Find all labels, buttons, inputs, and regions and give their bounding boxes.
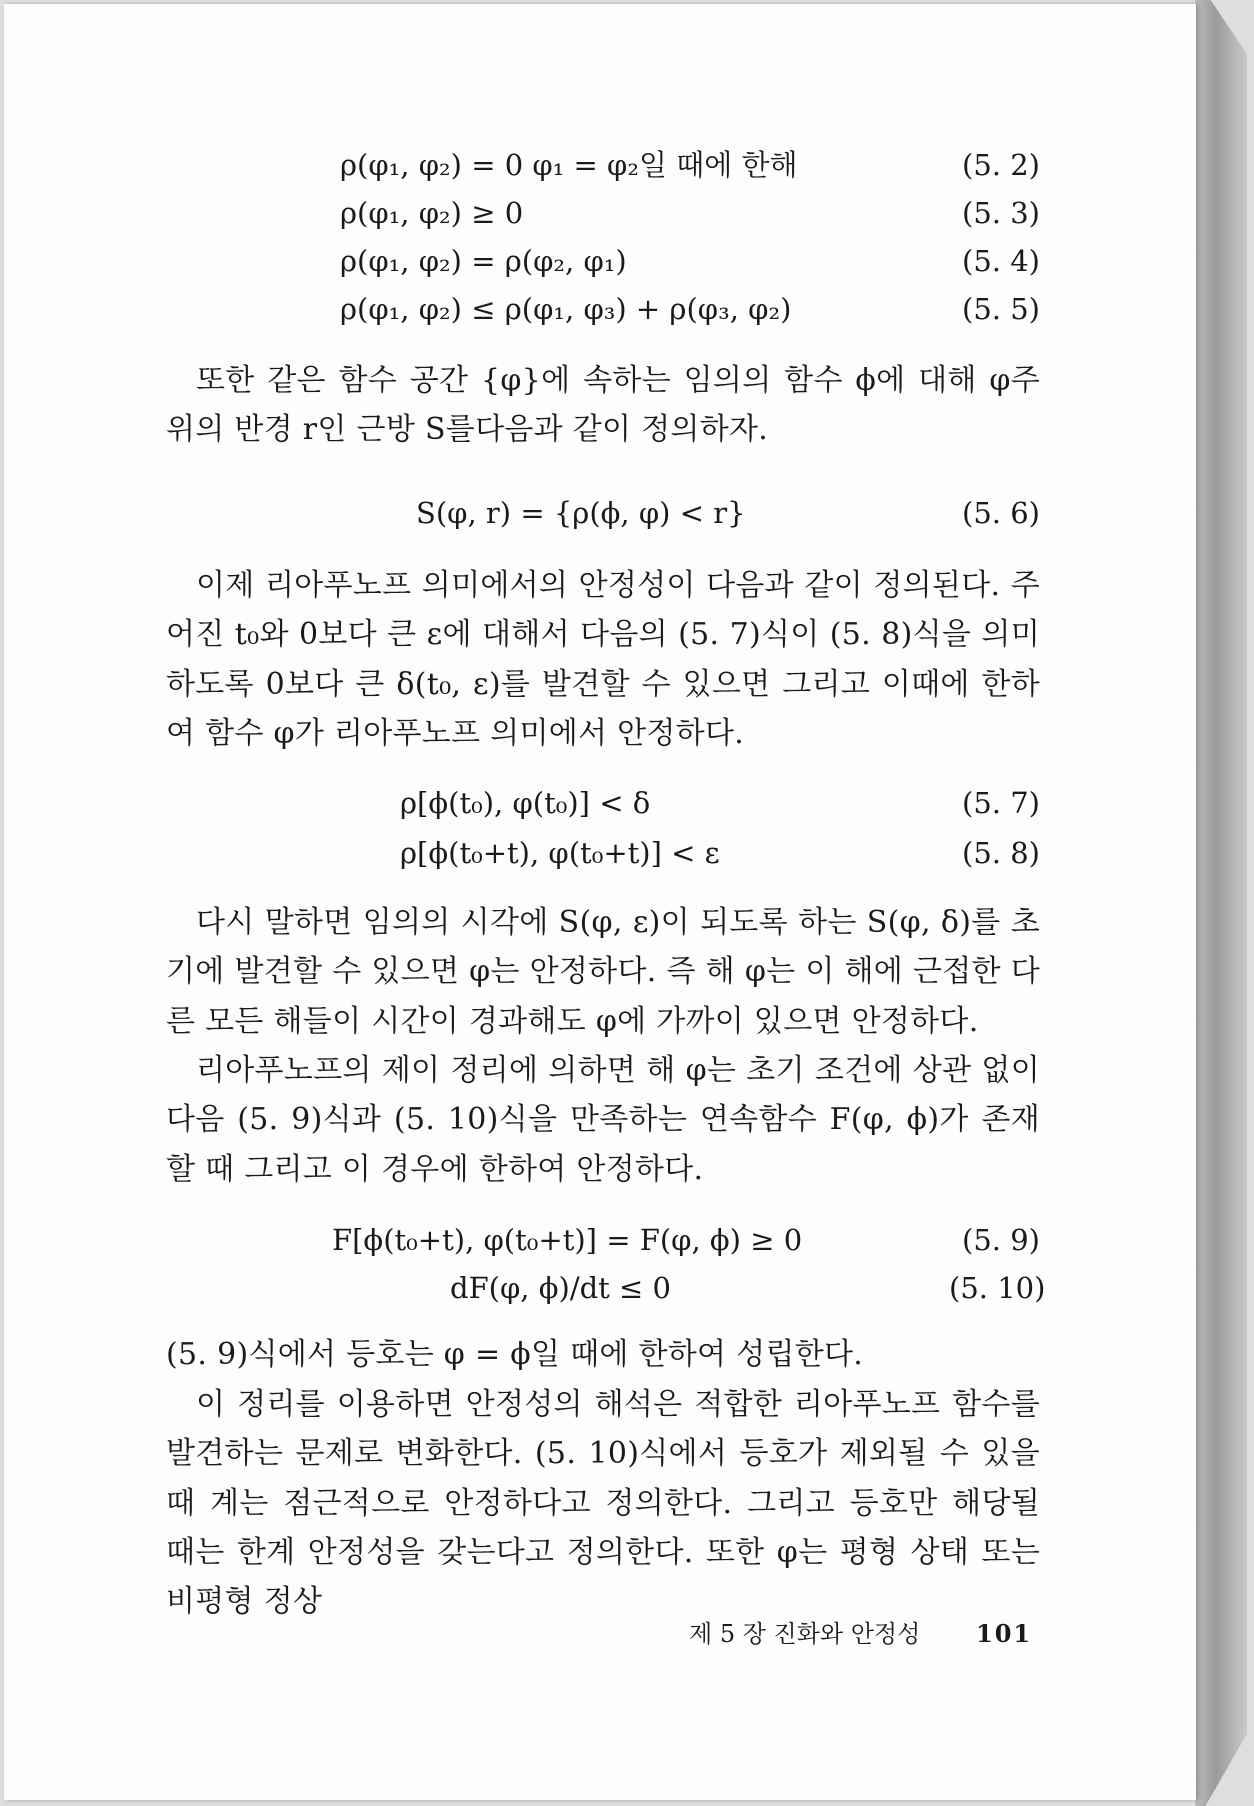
equation-5-2 <box>4 144 1196 186</box>
equation-number: (5. 8) <box>962 836 1040 870</box>
equation-5-4 <box>4 240 1196 282</box>
paragraph-neighborhood-definition: 또한 같은 함수 공간 {φ}에 속하는 임의의 함수 ϕ에 대해 φ주위의 반경 r인 근방 S를다음과 같이 정의하자. <box>166 363 1040 448</box>
equation-number: (5. 10) <box>949 1271 1046 1305</box>
equation-5-6 <box>4 492 1196 534</box>
equation-expression: dF(φ, ϕ)/dt ≤ 0 <box>450 1271 671 1305</box>
equation-number: (5. 7) <box>962 786 1040 820</box>
equation-number: (5. 9) <box>962 1223 1040 1257</box>
equation-expression: ρ(φ₁, φ₂) ≤ ρ(φ₁, φ₃) + ρ(φ₃, φ₂) <box>340 292 792 326</box>
equation-5-7 <box>4 782 1196 824</box>
paragraph-lyapunov-second-theorem: 리아푸노프의 제이 정리에 의하면 해 φ는 초기 조건에 상관 없이 다음 (5. 9)식과 (5. 10)식을 만족하는 연속함수 F(φ, ϕ)가 존재할 때 그리고 이 경우에 한하여 안정하다. <box>166 1053 1040 1187</box>
equation-expression: ρ(φ₁, φ₂) = ρ(φ₂, φ₁) <box>340 244 627 278</box>
equation-number: (5. 5) <box>962 292 1040 326</box>
equation-expression: F[ϕ(t₀+t), φ(t₀+t)] = F(φ, ϕ) ≥ 0 <box>332 1223 803 1257</box>
equation-5-5 <box>4 288 1196 330</box>
equation-expression: S(φ, r) = {ρ(ϕ, φ) < r} <box>416 496 746 530</box>
page-footer <box>4 1614 1196 1654</box>
equation-5-9 <box>4 1219 1196 1261</box>
page-number: 101 <box>976 1619 1033 1648</box>
equation-5-8 <box>4 832 1196 874</box>
equation-number: (5. 4) <box>962 244 1040 278</box>
equation-expression: ρ(φ₁, φ₂) ≥ 0 <box>340 196 524 230</box>
paragraph-stability-analysis: 이 정리를 이용하면 안정성의 해석은 적합한 리아푸노프 함수를 발견하는 문제로 변화한다. (5. 10)식에서 등호가 제외될 수 있을 때 계는 점근적으로 안정하다고 정의한다. 그리고 등호만 해당될 때는 한계 안정성을 갖는다고 정의한다. 또한 φ는 평형 상태 또는 비평형 정상 <box>166 1387 1040 1620</box>
paragraph-lyapunov-stability: 이제 리아푸노프 의미에서의 안정성이 다음과 같이 정의된다. 주어진 t₀와 0보다 큰 ε에 대해서 다음의 (5. 7)식이 (5. 8)식을 의미하도록 0보다 큰 δ(t₀, ε)를 발견할 수 있으면 그리고 이때에 한하여 함수 φ가 리아푸노프 의미에서 안정하다. <box>166 568 1040 751</box>
equation-5-10 <box>4 1267 1196 1309</box>
equation-number: (5. 2) <box>962 148 1040 182</box>
page-edge-shadow <box>1195 0 1247 1806</box>
paragraph-stability-explanation: 다시 말하면 임의의 시각에 S(φ, ε)이 되도록 하는 S(φ, δ)를 초기에 발견할 수 있으면 φ는 안정하다. 즉 해 φ는 이 해에 근접한 다른 모든 해들이 시간이 경과해도 φ에 가까이 있으면 안정하다. <box>166 905 1040 1039</box>
equation-expression: ρ(φ₁, φ₂) = 0 φ₁ = φ₂일 때에 한해 <box>340 148 798 182</box>
equation-expression: ρ[ϕ(t₀), φ(t₀)] < δ <box>400 786 651 820</box>
book-page <box>4 4 1196 1800</box>
equation-number: (5. 6) <box>962 496 1040 530</box>
paragraph-equality-condition: (5. 9)식에서 등호는 φ = ϕ일 때에 한하여 성립한다. <box>166 1337 864 1372</box>
equation-5-3 <box>4 192 1196 234</box>
equation-number: (5. 3) <box>962 196 1040 230</box>
chapter-title: 제 5 장 진화와 안정성 <box>689 1620 921 1648</box>
equation-expression: ρ[ϕ(t₀+t), φ(t₀+t)] < ε <box>400 836 720 870</box>
